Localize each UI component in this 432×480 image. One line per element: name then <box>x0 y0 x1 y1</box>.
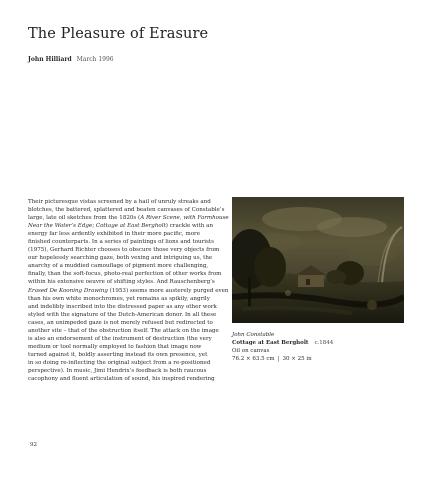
body-text-run: another site – that of the obstruction itself. The attack on the image <box>28 327 219 334</box>
caption-artist: John Constable <box>232 332 275 338</box>
body-text-run: is also an endorsement of the instrument of destruction (the very <box>28 335 212 342</box>
italic-title-run: Near the Water’s Edge <box>28 223 93 230</box>
body-line <box>28 198 222 206</box>
caption-dims-cm: 76.2 × 63.5 cm <box>232 356 275 362</box>
caption-title-line <box>232 339 407 347</box>
body-text-run: ) crackle with an <box>165 223 214 230</box>
publication-date: March 1996 <box>76 56 114 63</box>
body-line <box>28 278 222 286</box>
body-text <box>28 198 229 383</box>
article-title: The Pleasure of Erasure <box>28 26 209 42</box>
italic-title-run: Erased De Kooning Drawing <box>28 287 108 294</box>
caption-dimensions <box>232 355 407 363</box>
body-text-run: ; <box>92 223 96 230</box>
body-text-run: medium or tool normally employed to fashion that image now <box>28 343 202 350</box>
italic-title-run: Cottage at East Bergholt <box>95 223 166 230</box>
body-line <box>28 206 225 214</box>
body-line <box>28 246 222 254</box>
body-text-run: our hopelessly searching gaze, both vexing and intriguing us, the <box>28 255 213 262</box>
author-name: John Hilliard <box>28 56 72 63</box>
body-line <box>28 230 222 238</box>
body-line <box>28 319 222 327</box>
body-line <box>28 327 222 335</box>
body-line <box>28 238 222 246</box>
body-line <box>28 270 222 278</box>
body-line <box>28 359 222 367</box>
body-line <box>28 222 222 230</box>
caption-title: Cottage at East Bergholt <box>232 340 309 346</box>
caption-divider: | <box>277 356 280 362</box>
body-text-run: large, late oil sketches from the 1820s ( <box>28 215 141 222</box>
body-text-run: finally, than the soft-focus, photo-real perfection of other works from <box>28 271 222 278</box>
body-line <box>28 214 229 222</box>
body-line <box>28 343 222 351</box>
body-line <box>28 335 222 343</box>
caption-year: c.1844 <box>314 340 334 346</box>
body-text-run: turned against it, boldly asserting instead its own presence, yet <box>28 351 208 358</box>
body-text-run: Their picturesque vistas screened by a hail of unruly streaks and <box>28 199 211 205</box>
body-text-run: cacophony and fluent articulation of sound, his inspired rendering <box>28 376 215 383</box>
byline <box>28 56 114 63</box>
body-text-run: and indelibly inscribed into the distressed paper as any other work <box>28 303 217 310</box>
caption-medium: Oil on canvas <box>232 348 270 354</box>
page-number: 92 <box>30 442 37 448</box>
body-text-run: (1975), Gerhard Richter chooses to obscure those very objects from <box>28 247 220 254</box>
body-text-run: anarchy of a muddied camouflage of pigment more challenging, <box>28 263 209 270</box>
body-text-run: perspective). In music, Jimi Hendrix’s feedback is both raucous <box>28 367 207 374</box>
body-text-run: cases, an unimpeded gaze is not merely refused but redirected to <box>28 319 213 326</box>
painting-image <box>232 197 404 323</box>
painting-artwork <box>232 197 404 323</box>
body-text-run: than his own white monochromes, yet remains as spikily, angrily <box>28 295 210 302</box>
body-line <box>28 295 222 303</box>
body-text-run: blotches, the battered, splattered and beaten canvases of Constable’s <box>28 207 225 214</box>
body-text-run: styled with the signature of the Dutch-American donor. In all these <box>28 311 217 318</box>
body-line <box>28 254 222 262</box>
body-line <box>28 367 222 375</box>
body-line <box>28 351 222 359</box>
body-line <box>28 303 222 311</box>
caption-dims-in: 30 × 25 in <box>282 356 312 362</box>
body-line <box>28 375 222 383</box>
body-text-run: in so doing re-inflecting the original subject from a re-positioned <box>28 359 211 366</box>
body-line <box>28 287 229 295</box>
body-line <box>28 311 222 319</box>
body-text-run: energy far less ardently exhibited in their more pacific, more <box>28 231 200 238</box>
body-text-run: (1953) seems more austerely purged even <box>107 287 229 294</box>
image-caption <box>232 331 407 363</box>
body-text-run: finished counterparts. In a series of paintings of lions and tourists <box>28 239 214 246</box>
body-text-run: within his extensive oeuvre of shifting styles. And Rauschenberg’s <box>28 279 215 286</box>
italic-title-run: A River Scene, with Farmhouse <box>140 215 229 222</box>
body-line <box>28 262 222 270</box>
